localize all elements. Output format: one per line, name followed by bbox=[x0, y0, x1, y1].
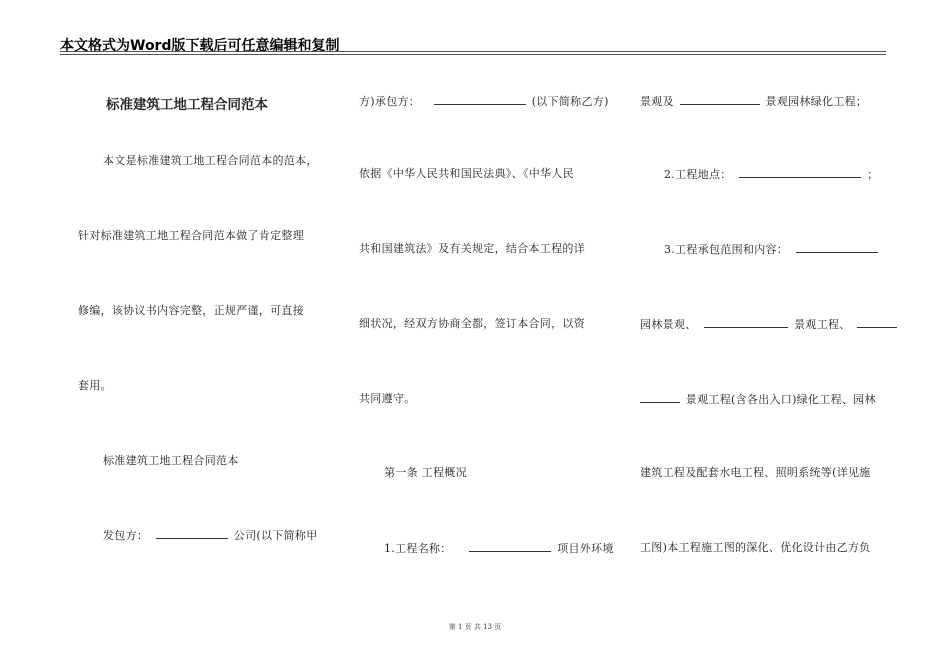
header-divider bbox=[60, 51, 886, 52]
line-text: 园林景观、 bbox=[640, 318, 697, 331]
line-text: 1.工程名称： bbox=[384, 542, 452, 555]
line-text: 景观及 bbox=[640, 95, 674, 108]
line-text: 3.工程承包范围和内容： bbox=[664, 243, 789, 256]
fill-in-blank bbox=[857, 317, 897, 328]
section-heading: 第一条 工程概况 bbox=[384, 466, 467, 479]
paragraph-line: 依据《中华人民共和国民法典》、《中华人民 bbox=[359, 167, 574, 180]
paragraph-line bbox=[640, 392, 876, 407]
fill-in-blank bbox=[739, 167, 861, 178]
document-header-title: 本文格式为Word版下载后可任意编辑和复制 bbox=[60, 38, 340, 54]
paragraph-line bbox=[359, 94, 609, 109]
paragraph-line bbox=[384, 541, 614, 556]
fill-in-blank bbox=[469, 541, 551, 552]
fill-in-blank bbox=[640, 392, 680, 403]
paragraph-line: 共和国建筑法》及有关规定，结合本工程的详 bbox=[359, 242, 585, 255]
paragraph-line: 建筑工程及配套水电工程、照明系统等(详见施 bbox=[640, 466, 871, 479]
line-text: 发包方： bbox=[103, 529, 149, 542]
line-text: (以下简称乙方) bbox=[531, 95, 609, 108]
paragraph-line: 标准建筑工地工程合同范本 bbox=[103, 454, 239, 467]
fill-in-blank bbox=[680, 94, 760, 105]
fill-in-blank bbox=[434, 94, 526, 105]
paragraph-line: 工图)本工程施工图的深化、优化设计由乙方负 bbox=[640, 541, 871, 554]
paragraph-line bbox=[664, 167, 879, 182]
line-text: 公司(以下简称甲 bbox=[233, 529, 318, 542]
paragraph-line: 本文是标准建筑工地工程合同范本的范本， bbox=[103, 154, 318, 167]
paragraph-line: 细状况，经双方协商全都，签订本合同，以资 bbox=[359, 317, 585, 330]
line-text: 景观园林绿化工程； bbox=[765, 95, 868, 108]
fill-in-blank bbox=[796, 242, 878, 253]
paragraph-line bbox=[664, 242, 878, 257]
line-text: 景观工程、 bbox=[794, 318, 851, 331]
line-text: 景观工程(含各出入口)绿化工程、园林 bbox=[685, 393, 876, 406]
fill-in-blank bbox=[156, 528, 228, 539]
line-text: 方)承包方： bbox=[359, 95, 421, 108]
line-text: 项目外环境 bbox=[557, 542, 614, 555]
document-title: 标准建筑工地工程合同范本 bbox=[106, 97, 268, 113]
paragraph-line: 修编，该协议书内容完整，正规严谨，可直接 bbox=[78, 304, 304, 317]
header-divider bbox=[60, 54, 886, 55]
page-number: 第 1 页 共 13 页 bbox=[448, 623, 502, 631]
paragraph-line bbox=[640, 317, 897, 332]
paragraph-line bbox=[103, 528, 318, 543]
line-text: ； bbox=[867, 168, 879, 181]
paragraph-line: 共同遵守。 bbox=[359, 392, 416, 405]
paragraph-line: 针对标准建筑工地工程合同范本做了肯定整理 bbox=[78, 229, 304, 242]
fill-in-blank bbox=[704, 317, 788, 328]
paragraph-line bbox=[640, 94, 867, 109]
paragraph-line: 套用。 bbox=[78, 379, 112, 392]
line-text: 2.工程地点： bbox=[664, 168, 732, 181]
